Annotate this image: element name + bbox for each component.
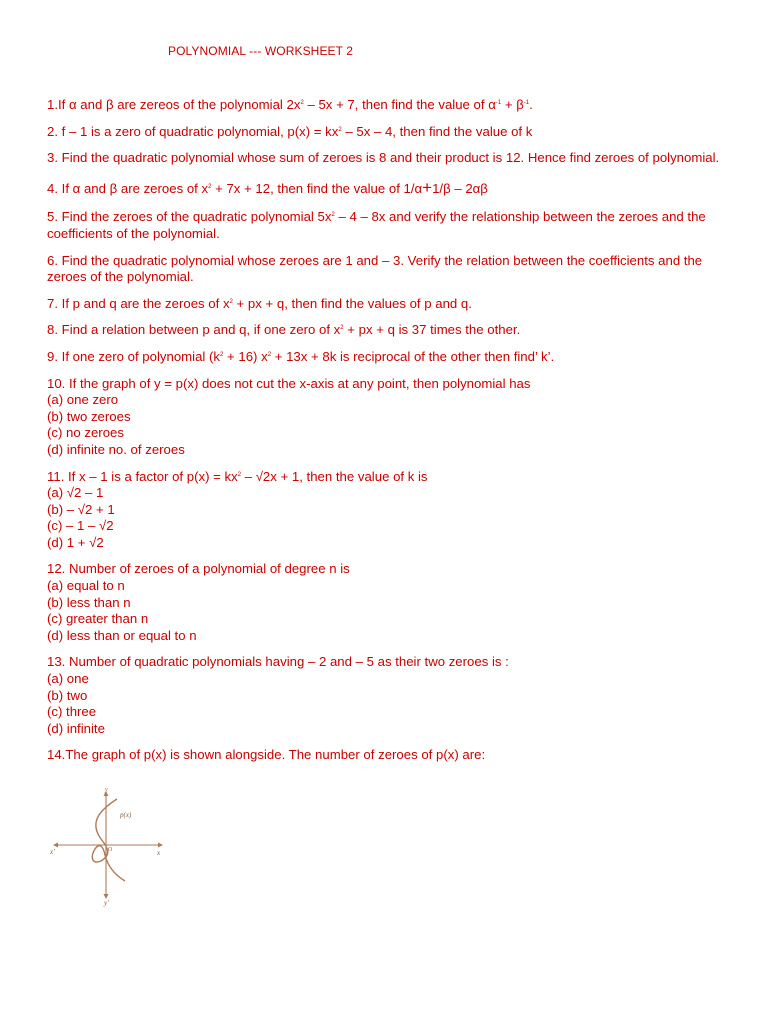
worksheet-title: POLYNOMIAL --- WORKSHEET 2 xyxy=(168,44,354,58)
q5-sup-1: 2 xyxy=(331,212,335,219)
q1-text-d: . xyxy=(529,97,533,112)
q10-option-d: (d) infinite no. of zeroes xyxy=(47,441,185,457)
q11-text-b: – √2x + 1, then the value of k is xyxy=(241,468,428,484)
q13-option-c: (c) three xyxy=(47,704,97,720)
q9-text-b: + 16) x xyxy=(223,348,268,364)
question-9 xyxy=(47,349,727,366)
q5-text-a: 5. Find the zeroes of the quadratic polynomial 5x xyxy=(47,209,332,225)
q6-text: 6. Find the quadratic polynomial whose zeroes are 1 and – 3. Verify the relation between the coefficients and the zeroes of the polynomial. xyxy=(47,252,703,285)
q11-sup-1: 2 xyxy=(237,471,242,478)
q12-option-d: (d) less than or equal to n xyxy=(47,627,197,643)
q10-option-a: (a) one zero xyxy=(47,392,119,408)
q11-option-d: (d) 1 + √2 xyxy=(47,534,104,550)
q2-sup-1: 2 xyxy=(338,126,342,133)
y-neg-axis-label: y' xyxy=(104,899,109,907)
y-axis-label: y xyxy=(105,787,108,793)
q3-text: 3. Find the quadratic polynomial whose sum of zeroes is 8 and their product is 12. Hence find zeroes of polynomial. xyxy=(47,150,720,166)
x-axis-label: x xyxy=(157,849,161,857)
q7-text-a: 7. If p and q are the zeroes of x xyxy=(47,295,230,311)
q2-text-a: 2. f – 1 is a zero of quadratic polynomial, p(x) = kx xyxy=(47,123,339,139)
polynomial-graph xyxy=(45,783,170,908)
q8-text-b: + px + q is 37 times the other. xyxy=(343,322,521,338)
q13-option-a: (a) one xyxy=(47,671,89,687)
q13-option-d: (d) infinite xyxy=(47,720,105,736)
q1-text-c: + β xyxy=(501,97,524,112)
question-14 xyxy=(47,747,727,764)
q12-option-c: (c) greater than n xyxy=(47,611,149,627)
q1-text-b: – 5x + 7, then find the value of α xyxy=(303,97,496,112)
question-4 xyxy=(47,177,727,198)
q11-option-c: (c) – 1 – √2 xyxy=(47,518,114,534)
origin-label: O xyxy=(108,847,113,853)
q1-sup-2: -1 xyxy=(495,100,502,106)
q1-sup-3: -1 xyxy=(523,100,530,106)
q12-option-b: (b) less than n xyxy=(47,594,131,610)
q9-text-c: + 13x + 8k is reciprocal of the other then find’ k’. xyxy=(271,348,555,364)
x-neg-axis-label: x' xyxy=(50,848,55,856)
question-10 xyxy=(47,376,727,459)
q11-option-a: (a) √2 – 1 xyxy=(47,485,104,501)
q2-text-b: – 5x – 4, then find the value of k xyxy=(341,123,533,139)
q4-sup-1: 2 xyxy=(208,183,212,190)
q9-sup-2: 2 xyxy=(267,351,272,358)
question-5 xyxy=(47,209,727,242)
q8-sup-1: 2 xyxy=(340,325,344,332)
q13-option-b: (b) two xyxy=(47,687,88,703)
q1-text-a: 1.If α and β are zereos of the polynomial 2x xyxy=(47,97,301,112)
q10-option-c: (c) no zeroes xyxy=(47,425,124,441)
q7-text-b: + px + q, then find the values of p and q. xyxy=(232,295,472,311)
curve-label: p(x) xyxy=(120,811,132,819)
question-13 xyxy=(47,654,727,737)
question-6 xyxy=(47,253,727,286)
q5-text-b: – 4 – 8x and verify the relationship between the zeroes and the coefficients of the polynomial. xyxy=(47,209,706,241)
x-axis-left-arrow xyxy=(53,843,58,848)
graph-svg xyxy=(45,783,170,908)
q7-sup-1: 2 xyxy=(229,298,233,305)
question-1 xyxy=(47,97,727,114)
q4-text-b: + 7x + 12, then find the value of 1/α xyxy=(211,180,423,196)
q1-sup-1: 2 xyxy=(300,100,304,106)
q4-text-a: 4. If α and β are zeroes of x xyxy=(47,180,209,196)
x-axis-right-arrow xyxy=(158,843,163,848)
q14-text: 14.The graph of p(x) is shown alongside. The number of zeroes of p(x) are: xyxy=(47,747,486,763)
q10-stem: 10. If the graph of y = p(x) does not cut the x-axis at any point, then polynomial has xyxy=(47,375,531,391)
q11-option-b: (b) – √2 + 1 xyxy=(47,501,115,517)
q4-plus: + xyxy=(422,177,433,197)
question-3 xyxy=(47,150,727,167)
q9-sup-1: 2 xyxy=(220,351,224,358)
q12-stem: 12. Number of zeroes of a polynomial of degree n is xyxy=(47,561,350,577)
question-12 xyxy=(47,561,727,644)
q10-option-b: (b) two zeroes xyxy=(47,408,131,424)
question-11 xyxy=(47,469,727,552)
q8-text-a: 8. Find a relation between p and q, if one zero of x xyxy=(47,322,341,338)
question-8 xyxy=(47,322,727,339)
q9-text-a: 9. If one zero of polynomial (k xyxy=(47,348,220,364)
question-2 xyxy=(47,124,727,141)
q13-stem: 13. Number of quadratic polynomials having – 2 and – 5 as their two zeroes is : xyxy=(47,654,509,670)
question-list xyxy=(47,97,727,774)
q12-option-a: (a) equal to n xyxy=(47,578,125,594)
q4-text-c: 1/β – 2αβ xyxy=(432,180,488,196)
question-7 xyxy=(47,296,727,313)
q11-text-a: 11. If x – 1 is a factor of p(x) = kx xyxy=(47,468,238,484)
